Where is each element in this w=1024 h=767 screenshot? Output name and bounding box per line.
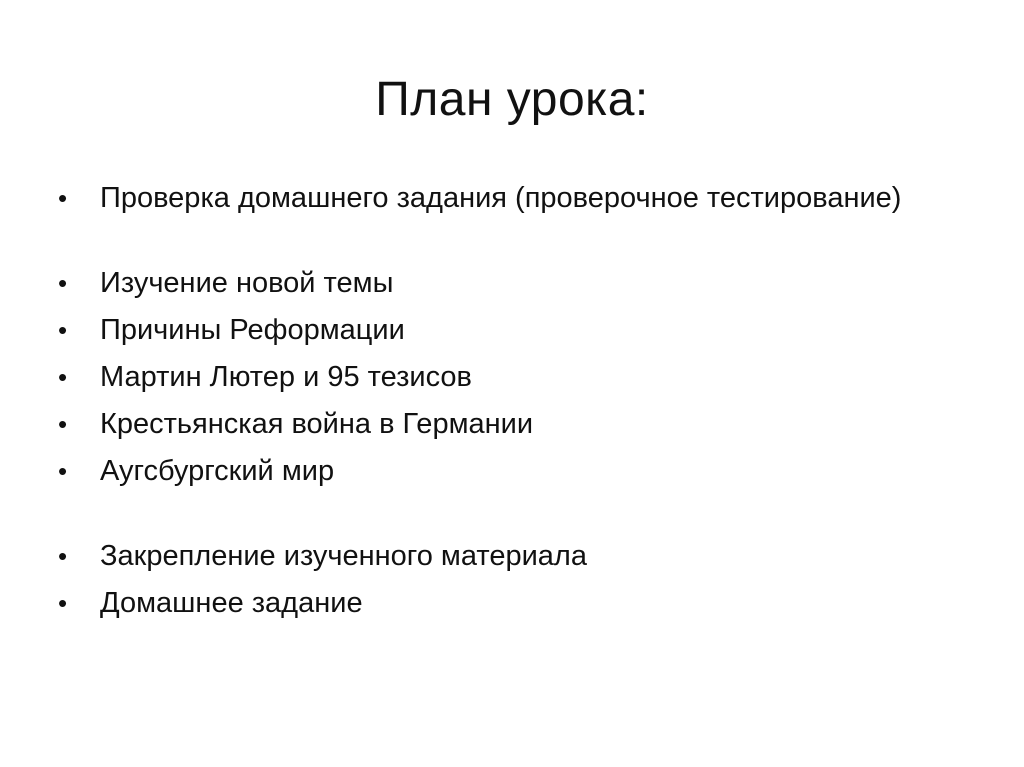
list-item-text: Крестьянская война в Германии: [100, 408, 534, 440]
list-item: [58, 310, 958, 350]
spacer: [58, 498, 958, 536]
list-item: [58, 451, 958, 491]
list-item-text: Изучение новой темы: [100, 267, 394, 299]
list-item: [58, 404, 958, 444]
bullet-icon: •: [58, 541, 68, 571]
list-item-text: Аугсбургский мир: [100, 455, 335, 487]
list-item: [58, 357, 958, 397]
list-item: [58, 178, 958, 218]
list-item: [58, 583, 958, 623]
bullet-icon: •: [58, 268, 68, 298]
spacer: [58, 225, 958, 263]
slide-title: План урока:: [375, 73, 649, 126]
list-item-text: Закрепление изученного материала: [100, 540, 587, 572]
bullet-list: [58, 178, 958, 630]
bullet-icon: •: [58, 588, 68, 618]
bullet-icon: •: [58, 315, 68, 345]
bullet-icon: •: [58, 456, 68, 486]
bullet-icon: •: [58, 362, 68, 392]
bullet-icon: •: [58, 183, 68, 213]
list-item-text: Домашнее задание: [100, 587, 363, 619]
bullet-icon: •: [58, 409, 68, 439]
list-item-text: Мартин Лютер и 95 тезисов: [100, 361, 472, 393]
list-item-text: Причины Реформации: [100, 314, 405, 346]
list-item: [58, 536, 958, 576]
list-item-text: Проверка домашнего задания (проверочное тестирование): [100, 182, 902, 214]
list-item: [58, 263, 958, 303]
